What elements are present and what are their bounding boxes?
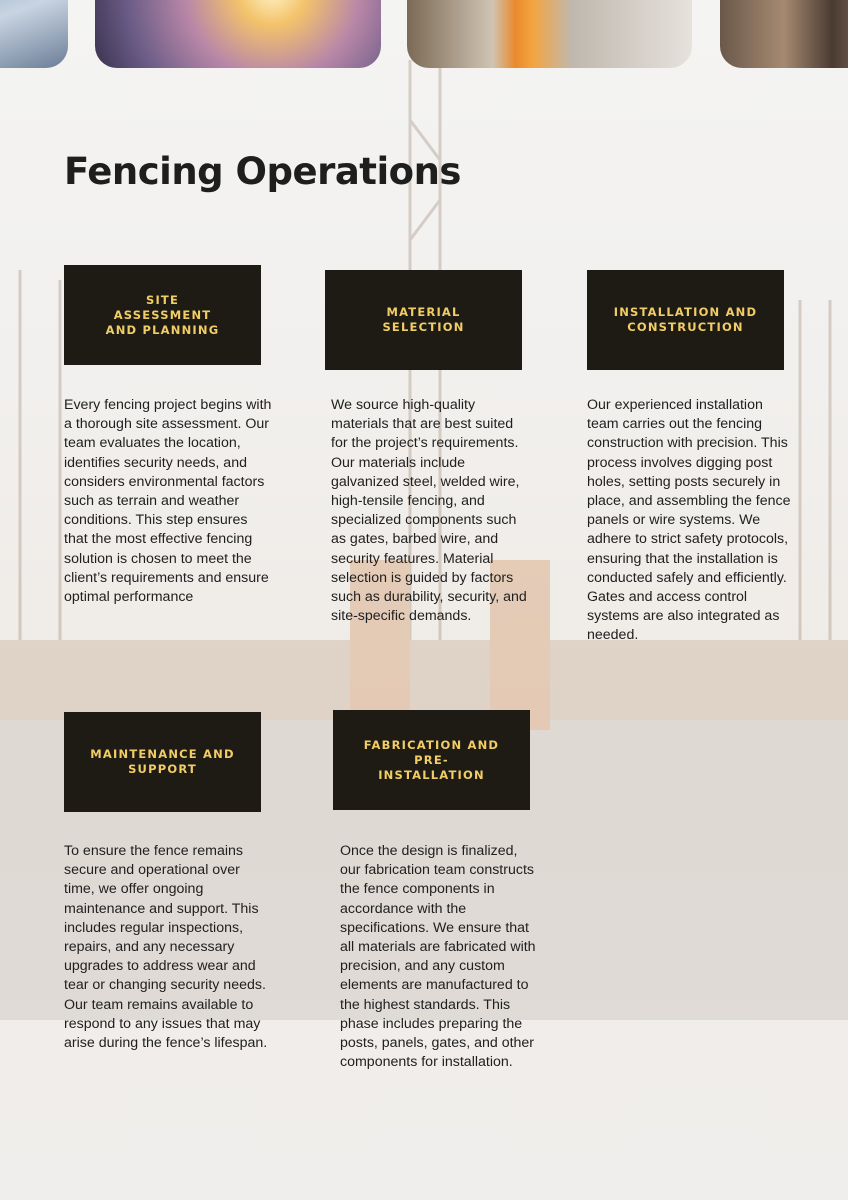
section-heading-fabrication: FABRICATION AND PRE-INSTALLATION — [333, 710, 530, 810]
section-text-fabrication: Once the design is finalized, our fabrication team constructs the fence components in accordance with the specifications. We ensure that all materials are fabricated with precision, and any custom elements are manufactured to the highest standards. This phase includes preparing the posts, panels, gates, and other components for installation. — [340, 843, 536, 1071]
section-heading-maintenance: MAINTENANCE AND SUPPORT — [64, 712, 261, 812]
header-photo-welding — [95, 0, 381, 68]
section-text-maintenance: To ensure the fence remains secure and operational over time, we offer ongoing maintenance and support. This includes regular inspections, repairs, and any necessary upgrades to address wear and tear or changing security needs. Our team remains available to respond to any issues that may arise during the fence’s lifespan. — [64, 843, 268, 1052]
section-text-installation: Our experienced installation team carries out the fencing construction with precision. This process involves digging post holes, setting posts securely in place, and assembling the fence panels or wire systems. We adhere to strict safety protocols, ensuring that the installation is conducted safely and efficiently. Gates and access control systems are also integrated as needed. — [587, 397, 791, 644]
page-title: Fencing Operations — [64, 150, 461, 193]
header-photo-worker — [407, 0, 692, 68]
section-heading-site-assessment: SITE ASSESSMENT AND PLANNING — [64, 265, 261, 365]
header-photo-structure — [720, 0, 848, 68]
section-text-site-assessment: Every fencing project begins with a thorough site assessment. Our team evaluates the location, identifies security needs, and considers environmental factors such as terrain and weather conditions. This step ensures that the most effective fencing solution is chosen to meet the client’s requirements and ensure optimal performance — [64, 397, 272, 606]
section-heading-installation: INSTALLATION AND CONSTRUCTION — [587, 270, 784, 370]
section-text-material-selection: We source high-quality materials that are best suited for the project’s requirements. Our materials include galvanized steel, welded wire, high-tensile fencing, and specialized components such as gates, barbed wire, and security features. Material selection is guided by factors such as durability, security, and site-specific demands. — [331, 397, 527, 625]
header-photo-crane — [0, 0, 68, 68]
section-heading-material-selection: MATERIAL SELECTION — [325, 270, 522, 370]
